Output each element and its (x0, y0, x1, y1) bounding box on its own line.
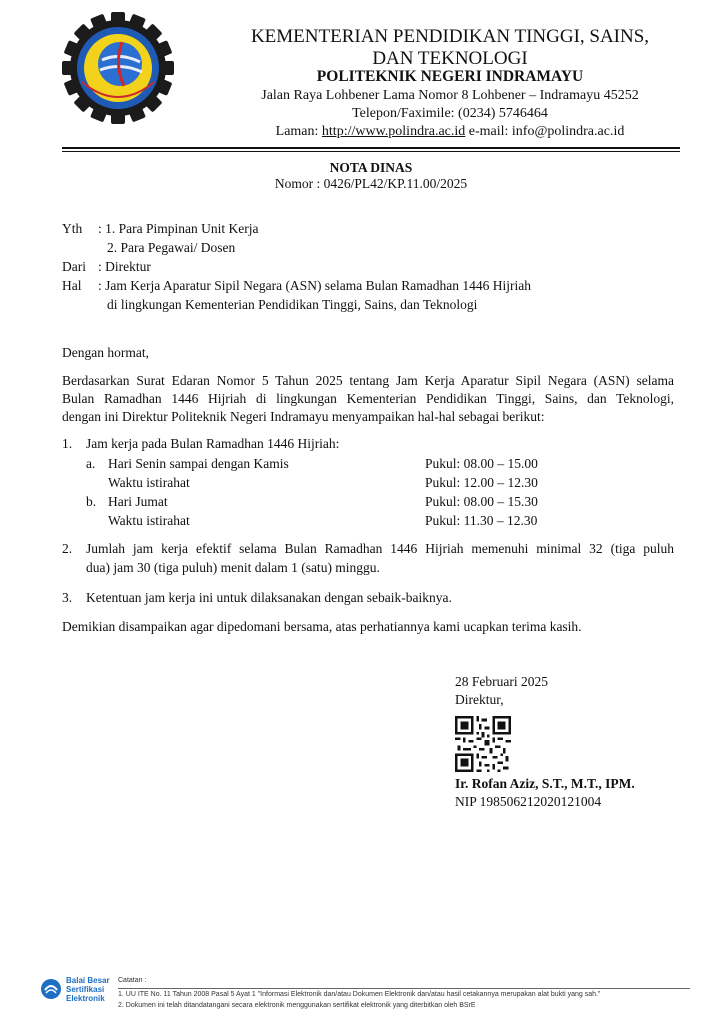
footer-note-2: 2. Dokumen ini telah ditandatangani secara elektronik menggunakan sertifikat elektronik yang diterbitkan oleh BSrE (118, 1002, 476, 1009)
signer-nip: NIP 198506212020121004 (455, 794, 602, 809)
subject-line2: di lingkungan Kementerian Pendidikan Tinggi, Sains, dan Teknologi (107, 297, 478, 312)
schedule-label-friday: Hari Jumat (108, 494, 168, 509)
item3-text: Ketentuan jam kerja ini untuk dilaksanakan dengan sebaik-baiknya. (86, 590, 452, 605)
institution-contact (200, 124, 700, 140)
dari-label: Dari (62, 259, 86, 274)
item3-number: 3. (62, 590, 73, 605)
schedule-letter-a: a. (86, 456, 96, 471)
item1-number: 1. (62, 436, 73, 451)
signature-position: Direktur, (455, 692, 504, 707)
web-label: Laman: (275, 124, 322, 139)
memo-number: Nomor : 0426/PL42/KP.11.00/2025 (274, 176, 468, 191)
bsre-emblem-icon (40, 978, 62, 1000)
header-divider-thick (62, 147, 680, 149)
schedule-time-friday: Pukul: 08.00 – 15.30 (425, 494, 538, 509)
signer-name: Ir. Rofan Aziz, S.T., M.T., IPM. (455, 776, 635, 791)
header-divider-thin (62, 151, 680, 152)
email-text: e-mail: info@polindra.ac.id (465, 124, 625, 139)
schedule-letter-b: b. (86, 494, 97, 509)
intro-line2: Bulan Ramadhan 1446 Hijriah di lingkungan Kementerian Pendidikan Tinggi, Sains, dan Teknologi, (62, 391, 674, 406)
polindra-logo (62, 12, 174, 124)
signature-qr-code (455, 716, 511, 772)
greeting: Dengan hormat, (62, 345, 149, 360)
schedule-label-break-2: Waktu istirahat (108, 513, 190, 528)
schedule-label-break-1: Waktu istirahat (108, 475, 190, 490)
item2-line2: dua) jam 30 (tiga puluh) menit dalam 1 (satu) minggu. (86, 560, 380, 575)
ministry-title-line1: KEMENTERIAN PENDIDIKAN TINGGI, SAINS, (250, 26, 650, 47)
item2-number: 2. (62, 541, 73, 556)
bsre-text-1: Balai Besar (66, 976, 110, 985)
schedule-time-break-2: Pukul: 11.30 – 12.30 (425, 513, 538, 528)
hal-label: Hal (62, 278, 82, 293)
recipient-1: : 1. Para Pimpinan Unit Kerja (98, 221, 259, 236)
bsre-text-3: Elektronik (66, 994, 105, 1003)
intro-line1: Berdasarkan Surat Edaran Nomor 5 Tahun 2025 tentang Jam Kerja Aparatur Sipil Negara (ASN) selama (62, 373, 674, 388)
dari-value: : Direktur (98, 259, 151, 274)
signature-date: 28 Februari 2025 (455, 674, 548, 689)
item2-line1: Jumlah jam kerja efektif selama Bulan Ramadhan 1446 Hijriah memenuhi minimal 32 (tiga puluh (86, 541, 674, 556)
subject-line1: : Jam Kerja Aparatur Sipil Negara (ASN) selama Bulan Ramadhan 1446 Hijriah (98, 278, 532, 293)
institution-address: Jalan Raya Lohbener Lama Nomor 8 Lohbener – Indramayu 45252 (261, 88, 639, 103)
schedule-time-break-1: Pukul: 12.00 – 12.30 (425, 475, 538, 490)
recipient-2: 2. Para Pegawai/ Dosen (107, 240, 236, 255)
institution-name: POLITEKNIK NEGERI INDRAMAYU (316, 68, 584, 85)
bsre-text-2: Sertifikasi (66, 985, 105, 994)
institution-phone: Telepon/Faximile: (0234) 5746464 (352, 106, 548, 121)
intro-line3: dengan ini Direktur Politeknik Negeri Indramayu menyampaikan hal-hal sebagai berikut: (62, 409, 545, 424)
footer-note-1: 1. UU ITE No. 11 Tahun 2008 Pasal 5 Ayat 1 "Informasi Elektronik dan/atau Dokumen Elektronik dan/atau hasil cetakannya merupakan alat bukti yang sah." (118, 991, 601, 998)
ministry-title-line2: DAN TEKNOLOGI (372, 48, 528, 69)
schedule-time-mon-thu: Pukul: 08.00 – 15.00 (425, 456, 538, 471)
yth-label: Yth (62, 221, 83, 236)
memo-title: NOTA DINAS (329, 160, 413, 175)
footer-divider (118, 988, 690, 989)
item1-title: Jam kerja pada Bulan Ramadhan 1446 Hijriah: (86, 436, 340, 451)
closing-text: Demikian disampaikan agar dipedomani bersama, atas perhatiannya kami ucapkan terima kasih. (62, 619, 582, 634)
web-link[interactable]: http://www.polindra.ac.id (321, 124, 466, 139)
schedule-label-mon-thu: Hari Senin sampai dengan Kamis (108, 456, 289, 471)
footer-note-label: Catatan : (118, 977, 147, 984)
